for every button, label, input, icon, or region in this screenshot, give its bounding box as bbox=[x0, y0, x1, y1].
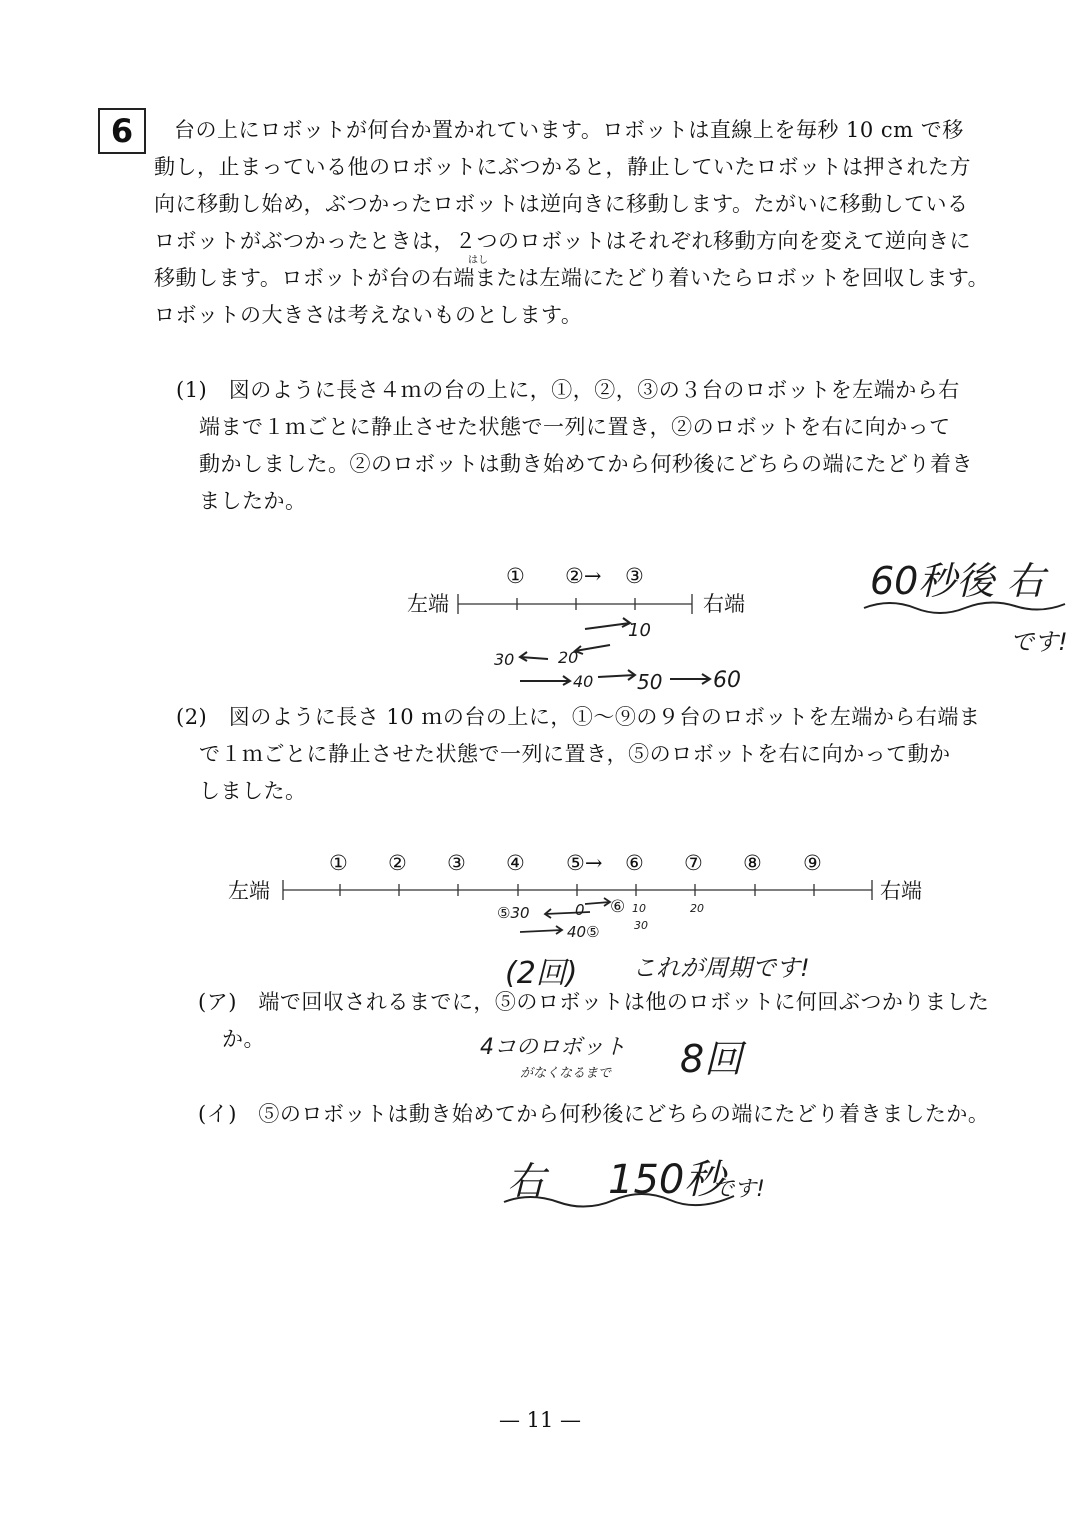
q2-robot-4: ④ bbox=[506, 851, 525, 875]
q2b-hand-underline bbox=[500, 1188, 740, 1214]
problem-number: 6 bbox=[110, 112, 134, 150]
q2b-hand-time: 150秒 bbox=[608, 1157, 725, 1203]
q1-line-2: 端まで１ｍごとに静止させた状態で一列に置き，②のロボットを右に向かって bbox=[199, 415, 951, 439]
q2b-hand-suffix: です! bbox=[712, 1177, 765, 1202]
page-number: — 11 — bbox=[498, 1408, 582, 1432]
q1-hand-10: 10 bbox=[628, 620, 651, 641]
q1-robot-2: ②→ bbox=[565, 564, 602, 588]
q2-robot-7: ⑦ bbox=[684, 851, 703, 875]
q1-robot-1: ① bbox=[506, 564, 525, 588]
q1-robot-3: ③ bbox=[625, 564, 644, 588]
q2-robot-3: ③ bbox=[447, 851, 466, 875]
q2-left-end-label: 左端 bbox=[228, 879, 270, 903]
q1-hand-60: 60 bbox=[713, 668, 741, 693]
q2-hand-row2: 40⑤ bbox=[567, 923, 600, 941]
q2-hand-row1-b: 0 bbox=[575, 901, 585, 919]
q1-line-4: ましたか。 bbox=[199, 489, 307, 513]
q2-robot-2: ② bbox=[388, 851, 407, 875]
q2a-hand-note-2: がなくなるまで bbox=[520, 1066, 612, 1081]
q2-line-1: (2) 図のように長さ 10 ｍの台の上に，①〜⑨の９台のロボットを左端から右端ま bbox=[176, 705, 981, 729]
q2-hand-30: 30 bbox=[634, 919, 648, 932]
q2-hand-cycle-count: (2回) bbox=[505, 956, 578, 991]
q2-line-2: で１ｍごとに静止させた状態で一列に置き，⑤のロボットを右に向かって動か bbox=[199, 742, 951, 766]
q1-hand-50: 50 bbox=[637, 670, 663, 694]
ruby-hashi: はし bbox=[468, 255, 488, 266]
q2-hand-10: 10 bbox=[632, 902, 646, 915]
q2-hand-row1-a: ⑤30 bbox=[497, 904, 530, 922]
q2-robot-1: ① bbox=[329, 851, 348, 875]
intro-line-4: ロボットがぶつかったときは，２つのロボットはそれぞれ移動方向を変えて逆向きに bbox=[154, 229, 971, 253]
q1-right-end-label: 右端 bbox=[703, 592, 745, 616]
q2a-line-1: (ア) 端で回収されるまでに，⑤のロボットは他のロボットに何回ぶつかりました bbox=[198, 990, 990, 1014]
q1-hand-answer: 60秒後 右 bbox=[870, 559, 1045, 603]
intro-line-2: 動し，止まっている他のロボットにぶつかると，静止していたロボットは押された方 bbox=[154, 155, 971, 179]
q1-hand-40: 40 bbox=[573, 672, 594, 691]
problem-number-box bbox=[98, 108, 146, 154]
intro-line-6: ロボットの大きさは考えないものとします。 bbox=[154, 303, 583, 327]
q1-hand-suffix: です! bbox=[1010, 628, 1068, 656]
q1-hand-underline bbox=[860, 596, 1070, 618]
q2a-line-2: か。 bbox=[222, 1027, 265, 1051]
q2a-hand-answer: 8回 bbox=[680, 1037, 743, 1081]
q2-robot-6: ⑥ bbox=[625, 851, 644, 875]
q2-hand-cycle-text: これが周期です! bbox=[632, 954, 810, 982]
q2-hand-row1-c: ⑥ bbox=[610, 897, 626, 917]
q1-left-end-label: 左端 bbox=[407, 592, 449, 616]
q2-robot-8: ⑧ bbox=[743, 851, 762, 875]
q2-line-3: しました。 bbox=[199, 779, 307, 803]
q2-robot-9: ⑨ bbox=[803, 851, 822, 875]
q2b-line: (イ) ⑤のロボットは動き始めてから何秒後にどちらの端にたどり着きましたか。 bbox=[198, 1102, 990, 1126]
q2-hand-20: 20 bbox=[690, 902, 704, 915]
q2b-hand-side: 右 bbox=[507, 1159, 546, 1203]
q1-hand-20: 20 bbox=[558, 648, 579, 667]
intro-line-3: 向に移動し始め，ぶつかったロボットは逆向きに移動します。たがいに移動している bbox=[154, 192, 969, 216]
intro-line-5: 移動します。ロボットが台の右端または左端にたどり着いたらロボットを回収します。 bbox=[154, 266, 990, 290]
q2-right-end-label: 右端 bbox=[880, 879, 922, 903]
q1-line-1: (1) 図のように長さ４ｍの台の上に，①，②，③の３台のロボットを左端から右 bbox=[176, 378, 960, 402]
q2-robot-5: ⑤→ bbox=[566, 851, 603, 875]
intro-line-1: 台の上にロボットが何台か置かれています。ロボットは直線上を毎秒 10 cm で移 bbox=[174, 118, 964, 142]
q1-line-3: 動かしました。②のロボットは動き始めてから何秒後にどちらの端にたどり着き bbox=[199, 452, 973, 476]
q2a-hand-note-1: 4コのロボット bbox=[480, 1035, 626, 1060]
q1-hand-30: 30 bbox=[494, 650, 515, 669]
